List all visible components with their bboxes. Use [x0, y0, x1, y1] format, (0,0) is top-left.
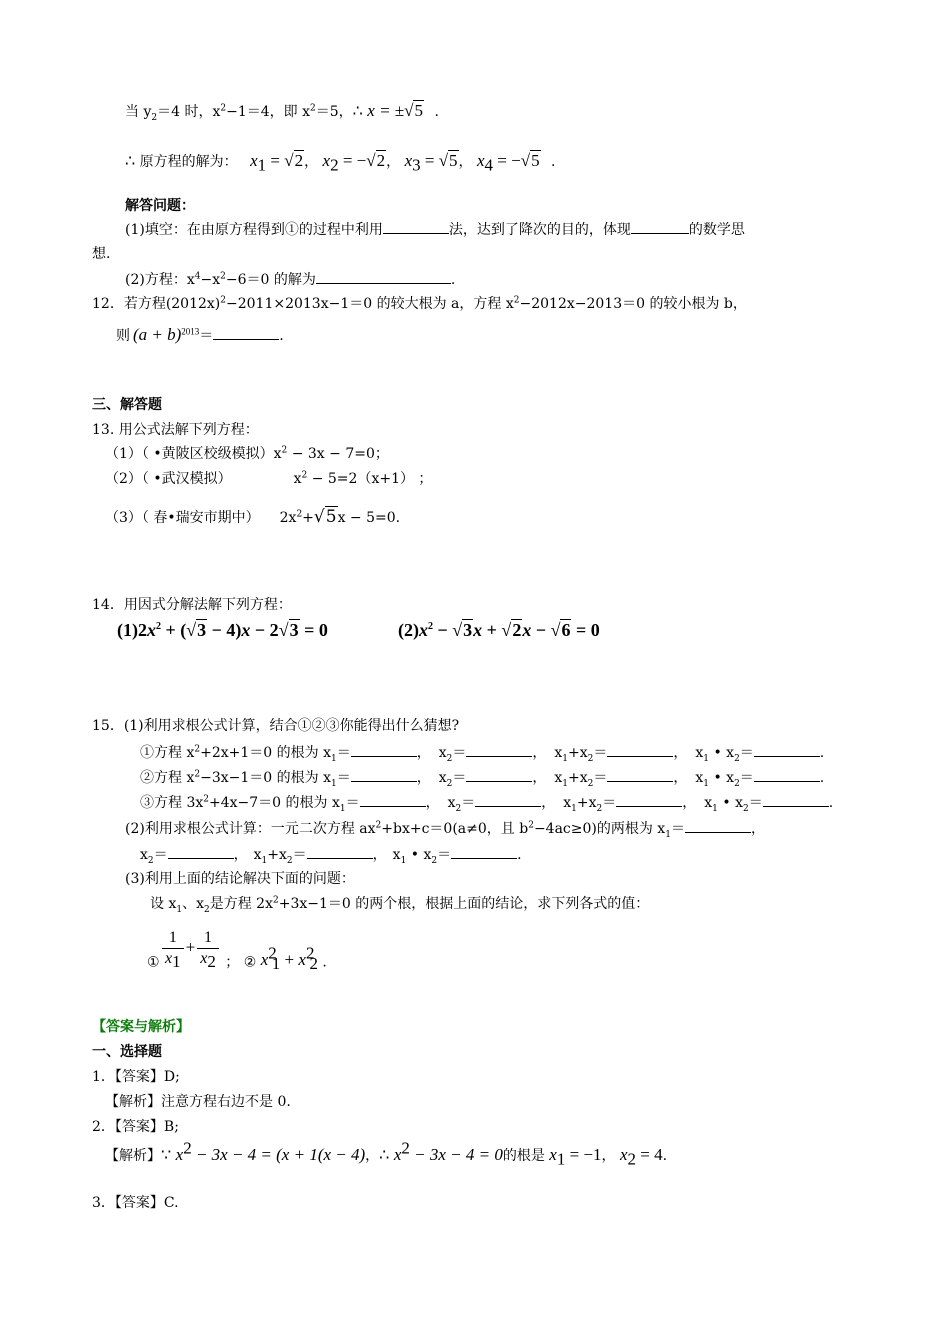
blank[interactable] [754, 743, 820, 757]
question-15-row-3: ③方程 $3x^2+4x-7=0$ 的根为 $x_1=$ ， $x_2=$ ， $x_1+x_2=$ ， $x_1$ • $x_2=$ . [140, 794, 834, 814]
blank[interactable] [763, 793, 829, 807]
blank[interactable] [451, 845, 517, 859]
question-13-item-2: （2）（ •武汉模拟） $x^2 - 5=2(x+1)$ ； [105, 470, 433, 487]
question-15-row-1: ①方程 $x^2+2x+1=0$ 的根为 $x_1=$ ， $x_2=$ ， $x_1+x_2=$ ， $x_1$ • $x_2=$ . [140, 744, 825, 764]
sqrt-5: √5 [404, 101, 423, 120]
question-13-item-1: （1）（ •黄陂区校级模拟）$x^2 - 3x - 7=0$； [105, 445, 389, 462]
section-3-heading: 三、解答题 [92, 397, 162, 413]
answer-1: 1．【答案】D; [92, 1069, 180, 1085]
blank[interactable] [685, 819, 751, 833]
question-2-equation: (2)方程：$x^4-x^2-6=0$ 的解为 . [125, 271, 456, 288]
blank[interactable] [213, 326, 279, 340]
blank[interactable] [466, 743, 532, 757]
answers-heading: 【答案与解析】 [92, 1019, 190, 1035]
blank[interactable] [316, 270, 451, 284]
blank[interactable] [616, 793, 682, 807]
original-equation-solutions: ∴ 原方程的解为： $x_1 = √2$， $x_2 = -√2$， $x_3 = √5$， $x_4 = -√5$ . [125, 151, 556, 175]
blank[interactable] [466, 768, 532, 782]
question-1-fill-cont: 想. [92, 246, 111, 262]
question-15-part-3-desc: 设 $x_1$、$x_2$是方程 $2x^2+3x-1=0$ 的两个根，根据上面的结论，求下列各式的值： [150, 895, 650, 915]
blank[interactable] [351, 743, 417, 757]
answer-2-explanation: 【解析】∵ $x^2 - 3x - 4 = (x + 1(x - 4)$，∴ $x^2 - 3x - 4 = 0$的根是 $x_1 = -1$， $x_2 = 4$. [105, 1138, 668, 1169]
blank[interactable] [360, 793, 426, 807]
question-15-expressions: ① $\frac{1}{x_1}$ + $\frac{1}{x_2}$ ； ② $x^2_1 + x^2_2$ . [147, 929, 327, 973]
blank[interactable] [351, 768, 417, 782]
question-15-row-2: ②方程 $x^2-3x-1=0$ 的根为 $x_1=$ ， $x_2=$ ， $x_1+x_2=$ ， $x_1$ • $x_2=$ . [140, 769, 825, 789]
question-13-item-3: （3）（ 春•瑞安市期中） $2x^2+√5x - 5=0$. [105, 507, 401, 527]
question-15-part-3: (3)利用上面的结论解决下面的问题： [125, 871, 355, 887]
question-13-title: 13. 用公式法解下列方程： [92, 422, 259, 438]
blank[interactable] [607, 768, 673, 782]
blank[interactable] [307, 845, 373, 859]
answer-1-explanation: 【解析】注意方程右边不是 0. [105, 1094, 291, 1110]
solution-line-y2: 当 $y_2=4$ 时，$x^2-1=4$，即 $x^2=5$，∴ x = ±√5 . [125, 101, 439, 123]
answer-3: 3．【答案】C. [92, 1195, 179, 1211]
blank[interactable] [607, 743, 673, 757]
question-15-part-2: (2)利用求根公式计算：一元二次方程 $ax^2+bx+c=0(a\ne 0$，且 $b^2-4ac\ge 0$)的两根为 $x_1=$ ， [125, 820, 765, 840]
question-14-equation-2: $(2)x^2 - √3x + √2x - √6 = 0$ [398, 620, 600, 640]
answers-section-1: 一、选择题 [92, 1044, 162, 1060]
question-14-equation-1: $(1)2x^2 + (√3 - 4)x - 2√3 = 0$ [117, 620, 328, 640]
question-1-fill: (1)填空：在由原方程得到①的过程中利用 法，达到了降次的目的，体现 的数学思 [125, 222, 745, 238]
answer-questions-heading: 解答问题： [125, 198, 195, 214]
answer-2: 2．【答案】B; [92, 1119, 179, 1135]
blank[interactable] [475, 793, 541, 807]
question-12: 12．若方程$(2012x)^2-2011\times 2013x-1=0$ 的较大根为 a，方程 $x^2-2012x-2013=0$ 的较小根为 b， [92, 295, 747, 312]
question-12-expr: 则 $(a + b)^{2013}=$ . [116, 325, 284, 344]
question-14-title: 14．用因式分解法解下列方程： [92, 597, 292, 613]
blank[interactable] [383, 220, 449, 234]
blank[interactable] [168, 845, 234, 859]
blank[interactable] [754, 768, 820, 782]
question-15-part-2-cont: $x_2=$ ， $x_1+x_2=$ ， $x_1$ • $x_2=$ . [140, 847, 522, 866]
question-15-title: 15．(1)利用求根公式计算，结合①②③你能得出什么猜想? [92, 718, 460, 734]
blank[interactable] [631, 220, 689, 234]
